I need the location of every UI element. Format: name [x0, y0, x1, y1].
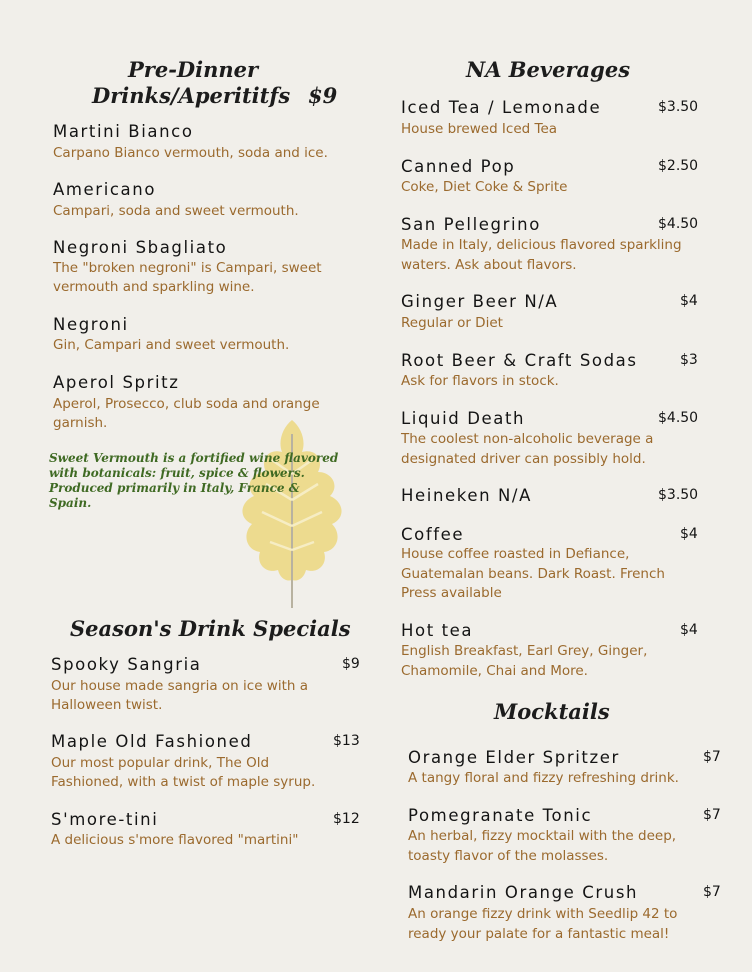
item-desc: Chamomile, Chai and More.: [401, 663, 588, 679]
item-name: Liquid Death: [401, 409, 526, 428]
item-price: $13: [333, 733, 360, 749]
item-price: $4.50: [658, 216, 699, 232]
item-desc: A delicious s'more flavored "martini": [51, 832, 299, 848]
item-name: Maple Old Fashioned: [51, 732, 253, 751]
item-desc: Press available: [401, 585, 502, 601]
specials-heading: Season's Drink Specials: [70, 616, 351, 641]
item-price: $7: [703, 807, 721, 823]
item-price: $9: [342, 656, 360, 672]
item-price: $12: [333, 811, 360, 827]
item-price: $3: [680, 352, 698, 368]
item-price: $2.50: [658, 158, 699, 174]
item-name: Root Beer & Craft Sodas: [401, 351, 638, 370]
item-desc: Guatemalan beans. Dark Roast. French: [401, 566, 665, 582]
item-desc: waters. Ask about flavors.: [401, 257, 577, 273]
item-price: $4.50: [658, 410, 699, 426]
item-desc: House brewed Iced Tea: [401, 121, 558, 137]
item-name: Aperol Spritz: [53, 373, 180, 392]
leaf-icon: [232, 414, 354, 610]
item-desc: Campari, soda and sweet vermouth.: [53, 203, 299, 219]
vermouth-note-line: Sweet Vermouth is a fortified wine flavored: [49, 451, 339, 465]
item-price: $7: [703, 749, 721, 765]
item-desc: designated driver can possibly hold.: [401, 451, 646, 467]
item-desc: The "broken negroni" is Campari, sweet: [53, 260, 322, 276]
item-desc: An herbal, fizzy mocktail with the deep,: [408, 828, 677, 844]
item-name: Americano: [53, 180, 157, 199]
item-price: $4: [680, 622, 698, 638]
item-desc: Ask for flavors in stock.: [401, 373, 559, 389]
item-desc: The coolest non-alcoholic beverage a: [401, 431, 654, 447]
item-desc: toasty flavor of the molasses.: [408, 848, 609, 864]
item-name: Hot tea: [401, 621, 474, 640]
item-desc: House coffee roasted in Defiance,: [401, 546, 630, 562]
item-desc: Made in Italy, delicious flavored sparkling: [401, 237, 682, 253]
item-name: Iced Tea / Lemonade: [401, 98, 602, 117]
vermouth-note-line: Spain.: [49, 496, 92, 510]
item-desc: Gin, Campari and sweet vermouth.: [53, 337, 290, 353]
item-desc: Carpano Bianco vermouth, soda and ice.: [53, 145, 328, 161]
item-name: Coffee: [401, 525, 465, 544]
item-name: San Pellegrino: [401, 215, 541, 234]
item-desc: Our house made sangria on ice with a: [51, 678, 308, 694]
item-desc: Aperol, Prosecco, club soda and orange: [53, 396, 320, 412]
item-name: Spooky Sangria: [51, 655, 202, 674]
item-price: $3.50: [658, 99, 699, 115]
item-name: Mandarin Orange Crush: [408, 883, 639, 902]
item-desc: English Breakfast, Earl Grey, Ginger,: [401, 643, 648, 659]
item-name: Ginger Beer N/A: [401, 292, 559, 311]
item-desc: Halloween twist.: [51, 697, 163, 713]
na-beverages-heading: NA Beverages: [466, 57, 631, 82]
item-desc: ready your palate for a fantastic meal!: [408, 926, 670, 942]
pre-dinner-heading-line1: Pre-Dinner: [128, 57, 259, 82]
item-name: Pomegranate Tonic: [408, 806, 593, 825]
vermouth-note-line: Produced primarily in Italy, France &: [49, 481, 300, 495]
item-price: $3.50: [658, 487, 699, 503]
item-name: Heineken N/A: [401, 486, 532, 505]
pre-dinner-price: $9: [308, 83, 338, 108]
item-price: $4: [680, 526, 698, 542]
item-desc: vermouth and sparkling wine.: [53, 279, 255, 295]
item-desc: Coke, Diet Coke & Sprite: [401, 179, 568, 195]
item-desc: Our most popular drink, The Old: [51, 755, 270, 771]
item-desc: Regular or Diet: [401, 315, 503, 331]
item-desc: garnish.: [53, 415, 108, 431]
item-name: Canned Pop: [401, 157, 516, 176]
item-name: Negroni: [53, 315, 129, 334]
vermouth-note-line: with botanicals: fruit, spice & flowers.: [49, 466, 305, 480]
item-name: Martini Bianco: [53, 122, 194, 141]
item-name: Negroni Sbagliato: [53, 238, 228, 257]
item-desc: A tangy floral and fizzy refreshing drink.: [408, 770, 679, 786]
item-price: $7: [703, 884, 721, 900]
item-price: $4: [680, 293, 698, 309]
mocktails-heading: Mocktails: [494, 699, 610, 724]
item-desc: An orange fizzy drink with Seedlip 42 to: [408, 906, 678, 922]
item-name: Orange Elder Spritzer: [408, 748, 620, 767]
pre-dinner-heading-line2: Drinks/Aperititfs: [92, 83, 291, 108]
item-name: S'more-tini: [51, 810, 159, 829]
item-desc: Fashioned, with a twist of maple syrup.: [51, 774, 316, 790]
